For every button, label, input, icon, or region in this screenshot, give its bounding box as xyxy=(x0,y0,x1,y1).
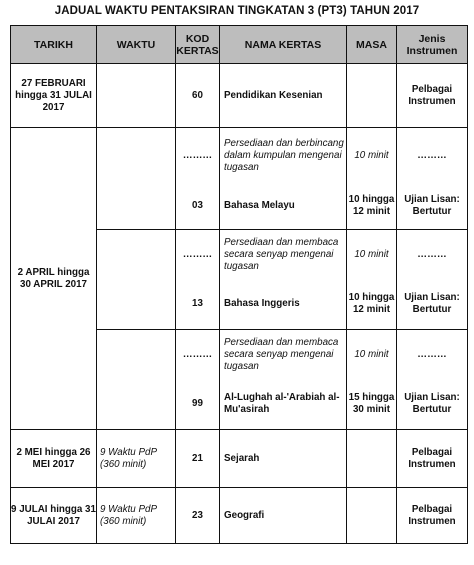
masa-cell: 15 hingga 30 minit xyxy=(347,380,397,430)
jenis-cell: Pelbagai Instrumen xyxy=(397,430,468,488)
header-masa: MASA xyxy=(347,26,397,64)
jenis-cell: Ujian Lisan: Bertutur xyxy=(397,184,468,230)
kod-cell: 23 xyxy=(176,488,220,544)
kod-cell: 03 xyxy=(176,184,220,230)
kod-cell: ……… xyxy=(176,330,220,380)
waktu-cell xyxy=(97,330,176,430)
nama-cell: Bahasa Melayu xyxy=(220,184,347,230)
kod-cell: 60 xyxy=(176,64,220,128)
jenis-cell: ……… xyxy=(397,128,468,184)
nama-cell: Geografi xyxy=(220,488,347,544)
tarikh-cell: 9 JULAI hingga 31 JULAI 2017 xyxy=(11,488,97,544)
table-header-row xyxy=(11,26,468,64)
masa-cell xyxy=(347,64,397,128)
header-tarikh: TARIKH xyxy=(11,26,97,64)
masa-cell: 10 minit xyxy=(347,230,397,280)
jenis-cell: ……… xyxy=(397,230,468,280)
timetable xyxy=(10,25,468,544)
jenis-cell: Pelbagai Instrumen xyxy=(397,488,468,544)
nama-cell: Persediaan dan membaca secara senyap mengenai tugasan xyxy=(220,230,347,280)
jenis-cell: ……… xyxy=(397,330,468,380)
tarikh-cell: 27 FEBRUARI hingga 31 JULAI 2017 xyxy=(11,64,97,128)
table-row xyxy=(11,64,468,128)
nama-cell: Persediaan dan berbincang dalam kumpulan mengenai tugasan xyxy=(220,128,347,184)
masa-cell: 10 minit xyxy=(347,128,397,184)
waktu-cell: 9 Waktu PdP (360 minit) xyxy=(97,488,176,544)
nama-cell: Sejarah xyxy=(220,430,347,488)
waktu-cell xyxy=(97,64,176,128)
masa-cell: 10 hingga 12 minit xyxy=(347,184,397,230)
jenis-cell: Ujian Lisan: Bertutur xyxy=(397,380,468,430)
nama-cell: Bahasa Inggeris xyxy=(220,280,347,330)
kod-cell: 99 xyxy=(176,380,220,430)
masa-cell: 10 hingga 12 minit xyxy=(347,280,397,330)
tarikh-cell: 2 MEI hingga 26 MEI 2017 xyxy=(11,430,97,488)
header-jenis-instrumen: Jenis Instrumen xyxy=(397,26,468,64)
nama-cell: Al-Lughah al-'Arabiah al-Mu'asirah xyxy=(220,380,347,430)
nama-cell: Pendidikan Kesenian xyxy=(220,64,347,128)
kod-cell: 13 xyxy=(176,280,220,330)
header-kod-kertas: KOD KERTAS xyxy=(176,26,220,64)
kod-cell: ……… xyxy=(176,128,220,184)
waktu-cell xyxy=(97,128,176,230)
document-title: JADUAL WAKTU PENTAKSIRAN TINGKATAN 3 (PT3) TAHUN 2017 xyxy=(54,5,420,17)
header-waktu: WAKTU xyxy=(97,26,176,64)
masa-cell xyxy=(347,488,397,544)
nama-cell: Persediaan dan membaca secara senyap mengenai tugasan xyxy=(220,330,347,380)
tarikh-cell: 2 APRIL hingga 30 APRIL 2017 xyxy=(11,128,97,430)
kod-cell: 21 xyxy=(176,430,220,488)
masa-cell xyxy=(347,430,397,488)
kod-cell: ……… xyxy=(176,230,220,280)
waktu-cell: 9 Waktu PdP (360 minit) xyxy=(97,430,176,488)
jenis-cell: Ujian Lisan: Bertutur xyxy=(397,280,468,330)
jenis-cell: Pelbagai Instrumen xyxy=(397,64,468,128)
table-row xyxy=(11,488,468,544)
header-nama-kertas: NAMA KERTAS xyxy=(220,26,347,64)
waktu-cell xyxy=(97,230,176,330)
masa-cell: 10 minit xyxy=(347,330,397,380)
table-row xyxy=(11,430,468,488)
table-row xyxy=(11,128,468,184)
